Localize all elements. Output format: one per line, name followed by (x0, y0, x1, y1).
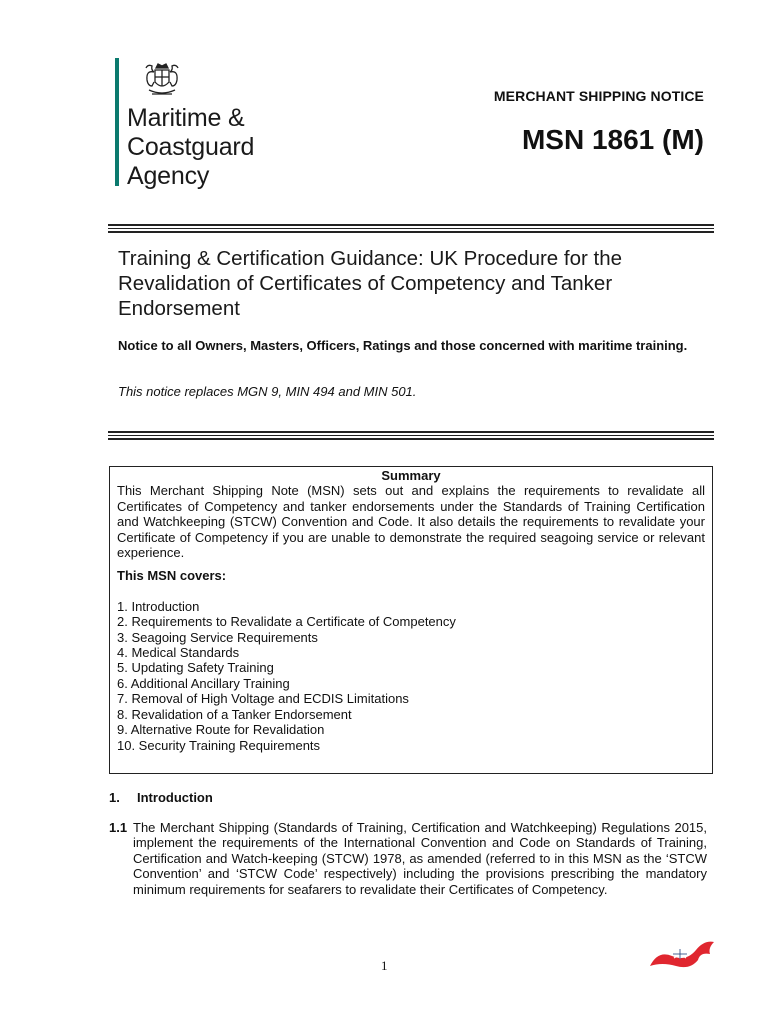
contents-item: 9. Alternative Route for Revalidation (117, 722, 325, 738)
notice-type: MERCHANT SHIPPING NOTICE (493, 88, 704, 104)
covers-heading: This MSN covers: (117, 568, 227, 584)
org-name-line-2: Coastguard (127, 133, 255, 161)
contents-item: 8. Revalidation of a Tanker Endorsement (117, 706, 352, 722)
section-title: Introduction (137, 790, 213, 805)
red-ensign-wave-icon (648, 936, 716, 972)
page-number: 1 (381, 958, 388, 973)
contents-item: 7. Removal of High Voltage and ECDIS Limitations (117, 691, 409, 707)
summary-box (109, 466, 713, 774)
paragraph-text: The Merchant Shipping (Standards of Training, Certification and Watchkeeping) Regulations 2015, implement the requirements of the International Convention and Code on Standards of Training, Certification and Watch-keeping (STCW) 1978, as amended (referred to in this MSN as the ‘STCW Convention’ and ‘STCW Code’ respectively) including the provisions prescribing the mandatory minimum requirements for seafarers to revalidate their Certificates of Competency. (133, 820, 707, 897)
contents-list (117, 599, 705, 753)
mca-logo (110, 58, 310, 198)
contents-item: 2. Requirements to Revalidate a Certificate of Competency (117, 614, 456, 630)
org-name (127, 104, 317, 191)
intro-divider (108, 431, 714, 440)
contents-item: 10. Security Training Requirements (117, 737, 321, 753)
contents-item: 4. Medical Standards (117, 645, 240, 661)
contents-item: 6. Additional Ancillary Training (117, 675, 290, 691)
summary-heading: Summary (381, 468, 441, 483)
contents-item: 5. Updating Safety Training (117, 660, 274, 676)
contents-item: 3. Seagoing Service Requirements (117, 629, 318, 645)
summary-text: This Merchant Shipping Note (MSN) sets out and explains the requirements to revalidate all Certificates of Competency and tanker endorsements under the Standards of Training Certification and Watchkeeping (STCW) Convention and Code. It also details the requirements to revalidate your Certificate of Competency if you are unable to demonstrate the required seagoing service or relevant experience. (117, 483, 705, 561)
contents-item: 1. Introduction (117, 598, 200, 614)
header-divider (108, 224, 714, 233)
royal-crest-icon (140, 60, 184, 104)
org-name-line-3: Agency (127, 162, 210, 190)
logo-accent-bar (115, 58, 119, 186)
audience-statement: Notice to all Owners, Masters, Officers, Ratings and those concerned with maritime training. (118, 338, 688, 353)
notice-number: MSN 1861 (M) (521, 124, 704, 155)
replaces-note: This notice replaces MGN 9, MIN 494 and MIN 501. (118, 384, 417, 399)
paragraph-number: 1.1 (109, 820, 128, 835)
section-heading (109, 790, 213, 805)
org-name-line-1: Maritime & (127, 104, 245, 132)
document-title: Training & Certification Guidance: UK Procedure for the Revalidation of Certificates of Competency and Tanker Endorsement (118, 247, 623, 320)
section-number: 1. (109, 790, 120, 805)
